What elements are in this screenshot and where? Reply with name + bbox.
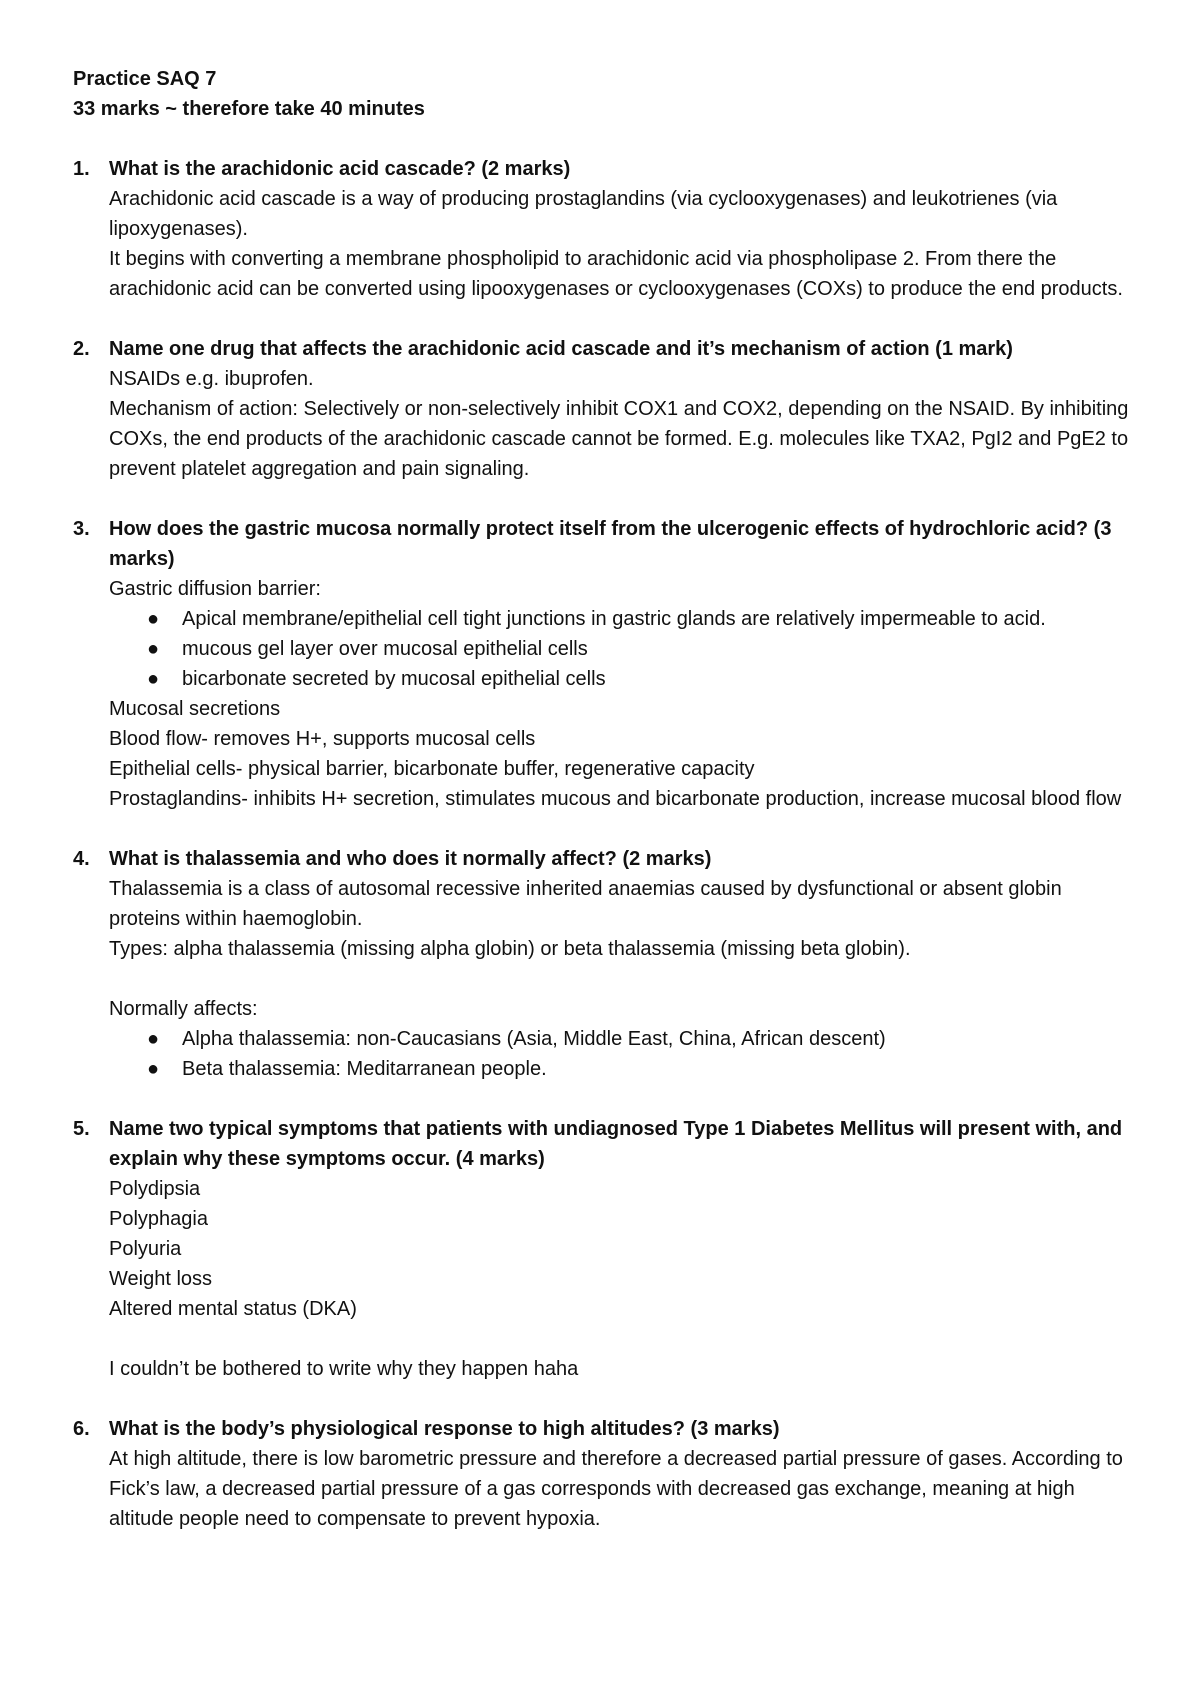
question-text: Name one drug that affects the arachidonic acid cascade and it’s mechanism of action (1 mark) — [109, 338, 1013, 360]
bullet-list — [109, 604, 1133, 694]
answer-line: At high altitude, there is low barometric pressure and therefore a decreased partial pressure of gases. According to Fick’s law, a decreased partial pressure of a gas corresponds with decreased gas exchange, meaning at high altitude people need to compensate to prevent hypoxia. — [109, 1448, 1123, 1530]
list-item: ● bicarbonate secreted by mucosal epithelial cells — [182, 664, 1133, 694]
list-item: ● Alpha thalassemia: non-Caucasians (Asia, Middle East, China, African descent) — [182, 1024, 1133, 1054]
bullet-list — [109, 1024, 1133, 1084]
question-5 — [73, 1114, 1133, 1384]
answer-line: Arachidonic acid cascade is a way of producing prostaglandins (via cyclooxygenases) and leukotrienes (via lipoxygenases). — [109, 188, 1058, 240]
question-text: What is the body’s physiological response to high altitudes? (3 marks) — [109, 1418, 780, 1440]
answer-line: Mucosal secretions — [109, 698, 281, 720]
answer-line: It begins with converting a membrane phospholipid to arachidonic acid via phospholipase 2. From there the arachidonic acid can be converted using lipooxygenases or cyclooxygenases (COXs) to produce the end products. — [109, 248, 1123, 300]
answer-line: Polyuria — [109, 1238, 182, 1260]
answer-line: Thalassemia is a class of autosomal recessive inherited anaemias caused by dysfunctional or absent globin proteins within haemoglobin. — [109, 878, 1062, 930]
document-title: Practice SAQ 7 — [73, 68, 217, 90]
answer-line: Polyphagia — [109, 1208, 208, 1230]
question-number: 4. — [73, 848, 90, 870]
answer-line: Altered mental status (DKA) — [109, 1298, 357, 1320]
answer-line: Weight loss — [109, 1268, 213, 1290]
question-text: What is the arachidonic acid cascade? (2 marks) — [109, 158, 571, 180]
list-item: ● Beta thalassemia: Meditarranean people. — [182, 1054, 1133, 1084]
question-number: 3. — [73, 518, 90, 540]
list-item: ● Apical membrane/epithelial cell tight junctions in gastric glands are relatively impermeable to acid. — [182, 604, 1133, 634]
answer-line: Mechanism of action: Selectively or non-selectively inhibit COX1 and COX2, depending on the NSAID. By inhibiting COXs, the end products of the arachidonic cascade cannot be formed. E.g. molecules like TXA2, PgI2 and PgE2 to prevent platelet aggregation and pain signaling. — [109, 398, 1129, 480]
question-number: 2. — [73, 338, 90, 360]
answer-intro: Gastric diffusion barrier: — [109, 578, 321, 600]
answer-line: Types: alpha thalassemia (missing alpha globin) or beta thalassemia (missing beta globin). — [109, 938, 911, 960]
bullet-icon: ● — [147, 608, 160, 630]
answer-affects-label: Normally affects: — [109, 998, 258, 1020]
question-2 — [73, 334, 1133, 484]
bullet-icon: ● — [147, 1058, 160, 1080]
list-item: ● mucous gel layer over mucosal epithelial cells — [182, 634, 1133, 664]
question-number: 5. — [73, 1118, 90, 1140]
bullet-icon: ● — [147, 1028, 160, 1050]
question-1 — [73, 154, 1133, 304]
answer-line: Epithelial cells- physical barrier, bicarbonate buffer, regenerative capacity — [109, 758, 755, 780]
document-page — [73, 64, 1133, 1534]
question-text: What is thalassemia and who does it normally affect? (2 marks) — [109, 848, 712, 870]
question-3 — [73, 514, 1133, 814]
question-number: 6. — [73, 1418, 90, 1440]
question-4 — [73, 844, 1133, 1084]
bullet-icon: ● — [147, 638, 160, 660]
answer-line: Blood flow- removes H+, supports mucosal cells — [109, 728, 536, 750]
document-subtitle: 33 marks ~ therefore take 40 minutes — [73, 98, 425, 120]
answer-line: Polydipsia — [109, 1178, 201, 1200]
answer-line: Prostaglandins- inhibits H+ secretion, stimulates mucous and bicarbonate production, increase mucosal blood flow — [109, 788, 1122, 810]
bullet-icon: ● — [147, 668, 160, 690]
question-text: Name two typical symptoms that patients with undiagnosed Type 1 Diabetes Mellitus will present with, and explain why these symptoms occur. (4 marks) — [109, 1118, 1123, 1170]
question-number: 1. — [73, 158, 90, 180]
question-6 — [73, 1414, 1133, 1534]
question-text: How does the gastric mucosa normally protect itself from the ulcerogenic effects of hydrochloric acid? (3 marks) — [109, 518, 1112, 570]
answer-note: I couldn’t be bothered to write why they happen haha — [109, 1358, 579, 1380]
answer-line: NSAIDs e.g. ibuprofen. — [109, 368, 314, 390]
